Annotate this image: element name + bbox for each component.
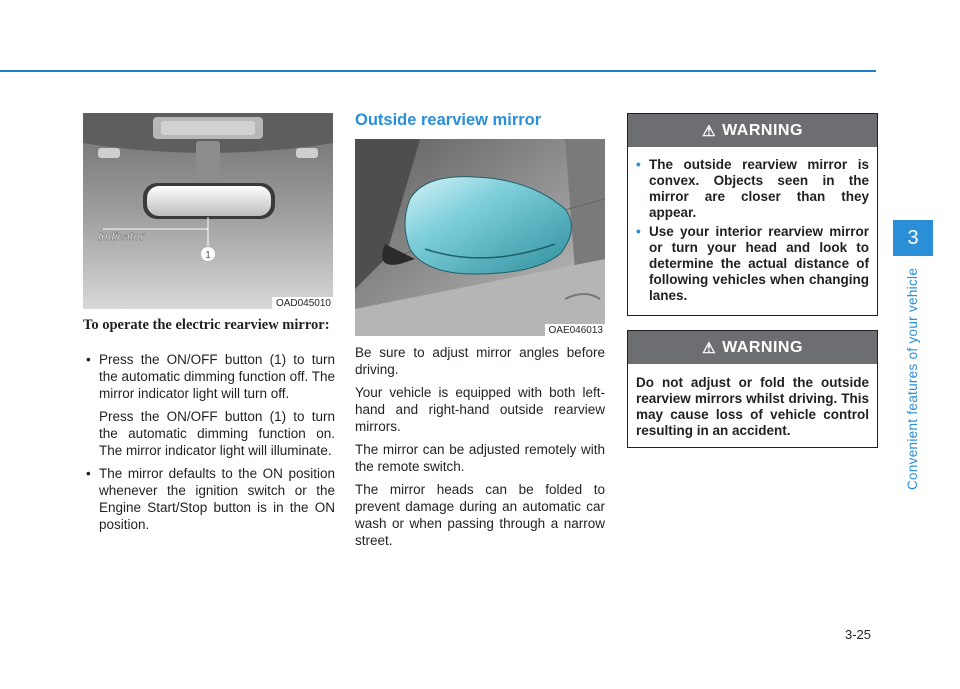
warning-header bbox=[628, 331, 877, 364]
paragraph: Be sure to adjust mirror angles before driving. bbox=[355, 345, 605, 377]
warning-triangle-icon: ⚠ bbox=[702, 339, 717, 357]
paragraph: Press the ON/OFF button (1) to turn the automatic dimming function off. The mirror indicator light will turn off. bbox=[99, 352, 335, 401]
warning-text: Use your interior rearview mirror or turn your head and look to determine the actual distance of following vehicles when changing lanes. bbox=[649, 224, 869, 303]
warning-body bbox=[628, 147, 877, 315]
page-number: 3-25 bbox=[845, 627, 872, 642]
warning-triangle-icon: ⚠ bbox=[702, 122, 717, 140]
list-item bbox=[83, 465, 335, 533]
figure-id: OAD045010 bbox=[272, 297, 333, 309]
warning-box bbox=[627, 330, 878, 448]
warning-box bbox=[627, 113, 878, 316]
warning-title: WARNING bbox=[722, 121, 803, 139]
outside-mirror-figure bbox=[355, 139, 605, 336]
section-title: Outside rearview mirror bbox=[355, 111, 542, 129]
interior-mirror-illustration bbox=[83, 113, 333, 309]
figure-id: OAE046013 bbox=[545, 324, 606, 336]
paragraph: The mirror heads can be folded to prevent damage during an automatic car wash or when passing through a narrow street. bbox=[355, 482, 605, 548]
interior-mirror-figure bbox=[83, 113, 333, 309]
subheading: To operate the electric rearview mirror: bbox=[83, 317, 330, 333]
header-rule bbox=[0, 70, 876, 72]
instruction-list bbox=[83, 351, 335, 539]
bullet-marker: • bbox=[636, 157, 641, 172]
paragraph: Press the ON/OFF button (1) to turn the automatic dimming function on. The mirror indicator light will illuminate. bbox=[99, 409, 335, 458]
outside-mirror-illustration bbox=[355, 139, 605, 336]
list-item bbox=[83, 351, 335, 459]
warning-text: The outside rearview mirror is convex. Objects seen in the mirror are closer than they appear. bbox=[649, 157, 869, 220]
warning-item bbox=[636, 224, 869, 304]
paragraph: The mirror can be adjusted remotely with the remote switch. bbox=[355, 442, 605, 474]
section-body bbox=[355, 344, 605, 555]
warning-header bbox=[628, 114, 877, 147]
paragraph: The mirror defaults to the ON position whenever the ignition switch or the Engine Start/Stop button is in the ON position. bbox=[99, 466, 335, 532]
warning-body bbox=[628, 364, 877, 447]
chapter-title: Convenient features of your vehicle bbox=[905, 267, 920, 490]
warning-title: WARNING bbox=[722, 338, 803, 356]
paragraph: Your vehicle is equipped with both left-hand and right-hand outside rearview mirrors. bbox=[355, 385, 605, 434]
bullet-marker: • bbox=[636, 224, 641, 239]
warning-text: Do not adjust or fold the outside rearview mirrors whilst driving. This may cause loss of vehicle control resulting in an accident. bbox=[636, 375, 869, 438]
warning-item bbox=[636, 157, 869, 221]
bullet-marker: • bbox=[86, 466, 91, 481]
callout-number: 1 bbox=[205, 250, 211, 261]
bullet-marker: • bbox=[86, 352, 91, 367]
indicator-label: Indicator bbox=[98, 231, 145, 243]
chapter-tab bbox=[893, 220, 933, 256]
chapter-number: 3 bbox=[907, 226, 919, 249]
